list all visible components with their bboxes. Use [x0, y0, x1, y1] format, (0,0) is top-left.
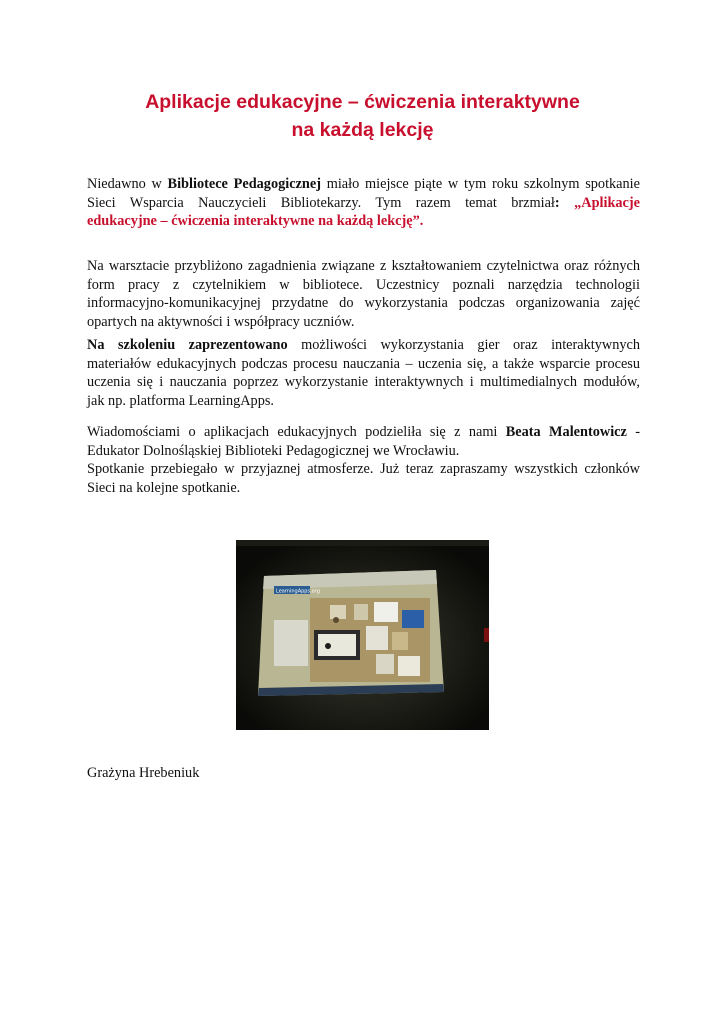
training-line-1 [87, 336, 640, 355]
presenter-line-1 [87, 423, 640, 442]
presenter-line-4: Sieci na kolejne spotkanie. [87, 479, 241, 496]
library-name: Bibliotece Pedagogicznej [167, 176, 321, 192]
training-bold: Na szkoleniu zaprezentowano [87, 337, 288, 353]
page-title [0, 88, 725, 144]
workshop-line-1: Na warsztacie przybliżono zagadnienia związane z kształtowaniem czytelnictwa oraz różnych [87, 258, 640, 274]
projection-photo [236, 540, 489, 730]
presenter-text: Wiadomościami o aplikacjach edukacyjnych podzieliła się z nami [87, 424, 506, 440]
topic-title-part-1: „Aplikacje [574, 194, 641, 211]
projection-photo-graphic [236, 540, 489, 730]
paragraph-workshop [87, 257, 640, 331]
presenter-line-2: Edukator Dolnośląskiej Biblioteki Pedagogicznej we Wrocławiu. [87, 442, 460, 459]
training-line-2: materiałów edukacyjnych podczas procesu nauczania – uczenia się, a także wsparcie procesu [87, 355, 640, 372]
title-line-1: Aplikacje edukacyjne – ćwiczenia interaktywne [145, 91, 580, 113]
intro-line-1 [87, 175, 640, 194]
intro-text: Sieci Wsparcia Nauczycieli Bibliotekarzy. Tym razem temat brzmiał [87, 194, 555, 211]
training-text: możliwości wykorzystania gier oraz interaktywnych [287, 337, 641, 353]
presenter-text: - [626, 424, 640, 440]
training-line-4: jak np. platforma LearningApps. [87, 392, 274, 409]
author-name: Grażyna Hrebeniuk [87, 765, 200, 781]
paragraph-presenter [87, 423, 640, 497]
paragraph-intro [87, 175, 640, 231]
intro-line-2 [87, 194, 640, 213]
title-line-2: na każdą lekcję [291, 119, 434, 141]
training-line-3: uczenia się i nauczania poprzez wykorzystanie interaktywnych i multimedialnych modułów, [87, 374, 640, 391]
site-label: LearningApps.org [276, 588, 320, 595]
workshop-line-4: opartych na aktywności i współpracy uczniów. [87, 313, 355, 330]
paragraph-training [87, 336, 640, 410]
intro-text: Niedawno w [87, 176, 168, 192]
colon: : [554, 194, 575, 211]
presenter-name: Beata Malentowicz [505, 424, 627, 440]
workshop-line-2: form pracy z czytelnikiem w bibliotece. Uczestnicy poznali narzędzia technologii [87, 276, 640, 293]
topic-title-part-2: edukacyjne – ćwiczenia interaktywne na każdą lekcję”. [87, 213, 424, 230]
intro-text: miało miejsce piąte w tym roku szkolnym spotkanie [320, 176, 640, 192]
presenter-line-3: Spotkanie przebiegało w przyjaznej atmosferze. Już teraz zapraszamy wszystkich członków [87, 461, 640, 478]
workshop-line-3: informacyjno-komunikacyjnej przydatne do wykorzystania podczas organizowania zajęć [87, 295, 640, 312]
